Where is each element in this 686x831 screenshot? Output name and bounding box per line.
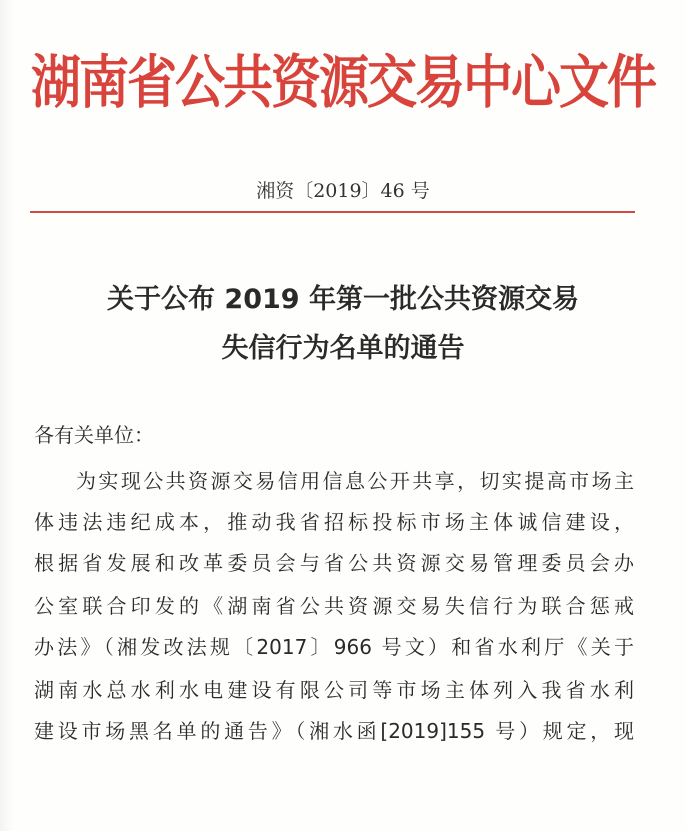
page-edge-shadow bbox=[0, 0, 14, 831]
body-paragraph-line: 根据省发展和改革委员会与省公共资源交易管理委员会办 bbox=[34, 551, 634, 575]
notice-title-line-2: 失信行为名单的通告 bbox=[221, 333, 465, 364]
notice-title-line-1: 关于公布 2019 年第一批公共资源交易 bbox=[107, 284, 579, 315]
body-paragraph-line: 为实现公共资源交易信用信息公开共享，切实提高市场主 bbox=[76, 469, 634, 493]
red-divider-line bbox=[30, 211, 635, 213]
body-paragraph-line: 湖南水总水利水电建设有限公司等市场主体列入我省水利 bbox=[34, 678, 634, 702]
body-paragraph-line: 建设市场黑名单的通告》（湘水函[2019]155 号）规定，现 bbox=[34, 719, 634, 743]
body-paragraph-line: 公室联合印发的《湖南省公共资源交易失信行为联合惩戒 bbox=[34, 594, 634, 618]
organization-header: 湖南省公共资源交易中心文件 bbox=[31, 48, 655, 116]
document-number: 湘资〔2019〕46 号 bbox=[256, 180, 430, 202]
salutation: 各有关单位： bbox=[34, 423, 154, 447]
body-paragraph-line: 办法》（湘发改法规〔2017〕966 号文）和省水利厅《关于 bbox=[34, 635, 634, 659]
body-paragraph-line: 体违法违纪成本，推动我省招标投标市场主体诚信建设， bbox=[34, 510, 634, 534]
